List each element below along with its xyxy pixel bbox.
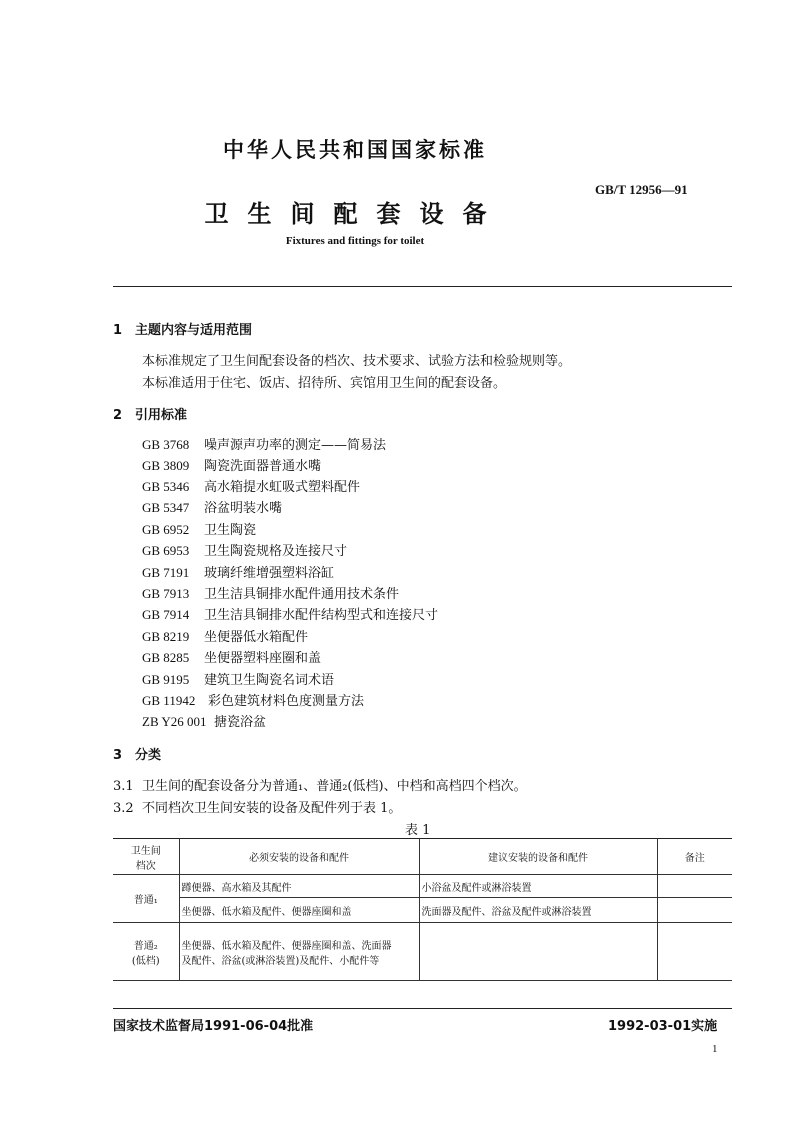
reference-code: GB 5346 [142, 479, 190, 494]
cell-grade: 普通₁ [113, 875, 179, 923]
section-number: 2 [113, 408, 123, 423]
cell-suggested [419, 923, 657, 981]
reference-title: 坐便器塑料座圈和盖 [204, 651, 322, 666]
clause-3-2 [113, 797, 401, 816]
reference-code: GB 6953 [142, 543, 190, 558]
header-grade [113, 839, 179, 875]
header-required: 必须安装的设备和配件 [179, 839, 419, 875]
reference-title: 卫生洁具铜排水配件通用技术条件 [204, 587, 400, 602]
reference-item [142, 583, 399, 602]
reference-item [142, 540, 347, 559]
reference-code: GB 5347 [142, 500, 190, 515]
table-row [113, 923, 732, 981]
reference-code: GB 8219 [142, 629, 190, 644]
header-grade-line-2: 档次 [135, 860, 156, 872]
clause-number: 3.1 [113, 779, 134, 794]
reference-item [142, 711, 266, 730]
reference-item [142, 519, 256, 538]
section-2-heading [113, 404, 187, 423]
issuing-authority-title: 中华人民共和国国家标准 [223, 138, 487, 162]
reference-title: 噪声源声功率的测定——简易法 [204, 438, 387, 453]
header-suggested: 建议安装的设备和配件 [419, 839, 657, 875]
effective-date-line: 1992-03-01实施 [608, 1019, 718, 1034]
reference-code: GB 9195 [142, 672, 190, 687]
cell-remark [657, 875, 732, 898]
reference-code: GB 11942 [142, 693, 196, 708]
reference-title: 卫生陶瓷规格及连接尺寸 [204, 544, 348, 559]
reference-code: GB 7914 [142, 607, 190, 622]
reference-title: 卫生陶瓷 [204, 523, 257, 538]
header-remark: 备注 [657, 839, 732, 875]
clause-number: 3.2 [113, 801, 134, 816]
equipment-table [113, 838, 732, 981]
section-number: 1 [113, 323, 123, 338]
cell-remark [657, 923, 732, 981]
reference-title: 搪瓷浴盆 [214, 715, 267, 730]
section-3-heading [113, 744, 161, 763]
section-title: 分类 [135, 748, 162, 763]
section-1-heading [113, 319, 252, 338]
header-divider [113, 286, 732, 287]
reference-title: 坐便器低水箱配件 [204, 630, 309, 645]
reference-item [142, 562, 334, 581]
cell-suggested: 小浴盆及配件或淋浴装置 [419, 875, 657, 898]
cell-required: 坐便器、低水箱及配件、便器座圈和盖 [179, 898, 419, 923]
reference-item [142, 497, 282, 516]
clause-3-1 [113, 775, 527, 794]
cell-remark [657, 898, 732, 923]
reference-title: 玻璃纤维增强塑料浴缸 [204, 566, 335, 581]
section-title: 引用标准 [135, 408, 188, 423]
cell-suggested: 洗面器及配件、浴盆及配件或淋浴装置 [419, 898, 657, 923]
reference-code: GB 3809 [142, 458, 190, 473]
table-row [113, 875, 732, 898]
header-grade-line-1: 卫生间 [130, 845, 161, 857]
reference-item [142, 690, 364, 709]
reference-title: 高水箱提水虹吸式塑料配件 [204, 480, 361, 495]
reference-title: 建筑卫生陶瓷名词术语 [204, 673, 335, 688]
standard-number: GB/T 12956—91 [595, 182, 688, 197]
reference-item [142, 647, 321, 666]
cell-required: 蹲便器、高水箱及其配件 [179, 875, 419, 898]
reference-title: 浴盆明装水嘴 [204, 501, 283, 516]
cell-grade [113, 923, 179, 981]
footer-divider [113, 1008, 732, 1009]
reference-code: GB 7913 [142, 586, 190, 601]
section-title: 主题内容与适用范围 [135, 323, 253, 338]
reference-item [142, 604, 438, 623]
section-1-paragraph-2: 本标准适用于住宅、饭店、招待所、宾馆用卫生间的配套设备。 [142, 376, 507, 391]
cell-grade-line-1: 普通₂ [133, 940, 158, 952]
reference-item [142, 455, 321, 474]
section-number: 3 [113, 748, 123, 763]
reference-item [142, 669, 334, 688]
clause-text: 不同档次卫生间安装的设备及配件列于表 1。 [142, 801, 402, 816]
reference-item [142, 434, 386, 453]
reference-code: GB 7191 [142, 565, 190, 580]
reference-code: GB 6952 [142, 522, 190, 537]
approval-line: 国家技术监督局1991-06-04批准 [113, 1019, 314, 1034]
document-subtitle: Fixtures and fittings for toilet [285, 235, 425, 247]
section-1-paragraph-1: 本标准规定了卫生间配套设备的档次、技术要求、试验方法和检验规则等。 [142, 354, 572, 369]
cell-grade-line-2: (低档) [131, 955, 160, 967]
reference-title: 彩色建筑材料色度测量方法 [208, 694, 365, 709]
table-caption: 表 1 [405, 823, 431, 838]
reference-item [142, 626, 308, 645]
clause-text: 卫生间的配套设备分为普通₁、普通₂(低档)、中档和高档四个档次。 [142, 779, 527, 794]
reference-code: ZB Y26 001 [142, 714, 207, 729]
reference-code: GB 3768 [142, 437, 190, 452]
table-header-row [113, 839, 732, 875]
reference-code: GB 8285 [142, 650, 190, 665]
cell-required-line-2: 及配件、浴盆(或淋浴装置)及配件、小配件等 [181, 955, 380, 967]
reference-title: 卫生洁具铜排水配件结构型式和连接尺寸 [204, 608, 439, 623]
cell-required-line-1: 坐便器、低水箱及配件、便器座圈和盖、洗面器 [181, 940, 392, 952]
document-title: 卫生间配套设备 [204, 200, 506, 228]
reference-item [142, 476, 360, 495]
page-number: 1 [712, 1043, 718, 1055]
cell-required [179, 923, 419, 981]
table-row [113, 898, 732, 923]
reference-title: 陶瓷洗面器普通水嘴 [204, 459, 322, 474]
